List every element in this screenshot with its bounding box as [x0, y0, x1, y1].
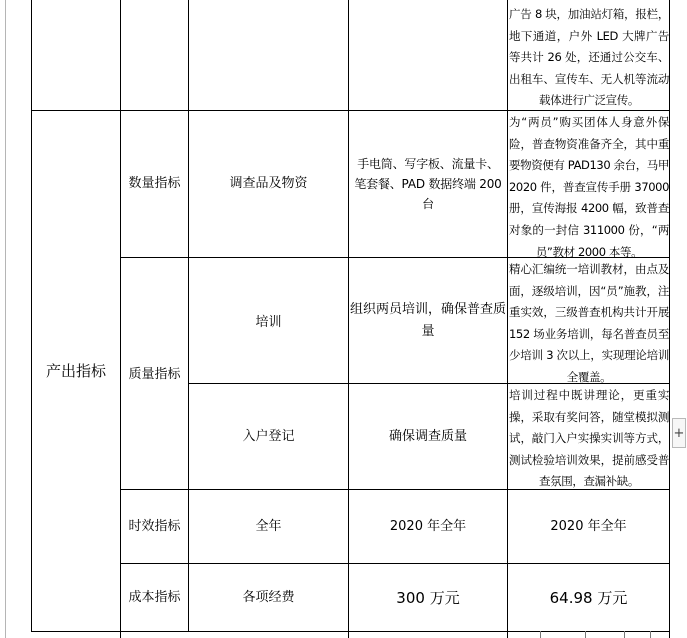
- row-border-cost: [31, 631, 670, 632]
- indicator-cost: 成本指标: [128, 589, 181, 605]
- next-row-stub-3: [624, 631, 625, 638]
- indicator-timeliness: 时效指标: [128, 518, 181, 534]
- actual-training: 精心汇编统一培训教材，由点及面，逐级培训，因“员”施教，注重实效，三级普查机构共计开展 152 场业务培训，每名普查员至少培训 3 次以上，实现理论培训全覆盖。: [509, 262, 669, 384]
- plus-icon: +: [673, 425, 685, 441]
- target-timeliness: 2020 年全年: [389, 518, 467, 534]
- item-expenses: 各项经费: [242, 589, 295, 605]
- next-row-stub-2: [585, 631, 586, 638]
- indicator-quality: 质量指标: [128, 366, 181, 382]
- page-left-edge: [5, 0, 6, 638]
- category-output-indicators: 产出指标: [45, 362, 106, 380]
- item-full-year: 全年: [255, 518, 282, 534]
- target-quantity: 手电筒、写字板、流量卡、笔套餐、PAD 数据终端 200 台: [354, 157, 502, 211]
- target-registration: 确保调查质量: [388, 428, 467, 444]
- indicator-quantity: 数量指标: [128, 176, 181, 191]
- actual-quantity: 为“两员”购买团体人身意外保险，普查物资准备齐全，其中重要物资便有 PAD130 余台，马甲 2020 件，普查宣传手册 37000 册，宣传海报 4200 幅，致普查对象的一封信 311000 份，“两员”教材 2000 本等。: [509, 115, 669, 259]
- continued-text-cell: 广告 8 块，加油站灯箱，报栏，地下通道，户外 LED 大牌广告等共计 26 处，还通过公交车、出租车、宣传车、无人机等流动载体进行广泛宣传。: [509, 7, 669, 108]
- item-training: 培训: [255, 315, 282, 330]
- target-training: 组织两员培训，确保普查质量: [349, 301, 506, 339]
- next-row-stub-4: [650, 631, 651, 638]
- actual-timeliness: 2020 年全年: [550, 518, 627, 534]
- actual-registration: 培训过程中既讲理论，更重实操，采取有奖问答，随堂模拟测试，敲门入户实操实训等方式，测试检验培训效果，提前感受普查氛围，查漏补缺。: [509, 388, 669, 489]
- add-row-handle[interactable]: [672, 418, 686, 448]
- next-row-stub-1: [540, 631, 541, 638]
- item-survey-supplies: 调查品及物资: [229, 176, 308, 191]
- item-household-registration: 入户登记: [242, 428, 295, 444]
- table-border-right: [669, 0, 670, 638]
- actual-cost: 64.98 万元: [549, 588, 628, 607]
- target-cost: 300 万元: [396, 588, 460, 607]
